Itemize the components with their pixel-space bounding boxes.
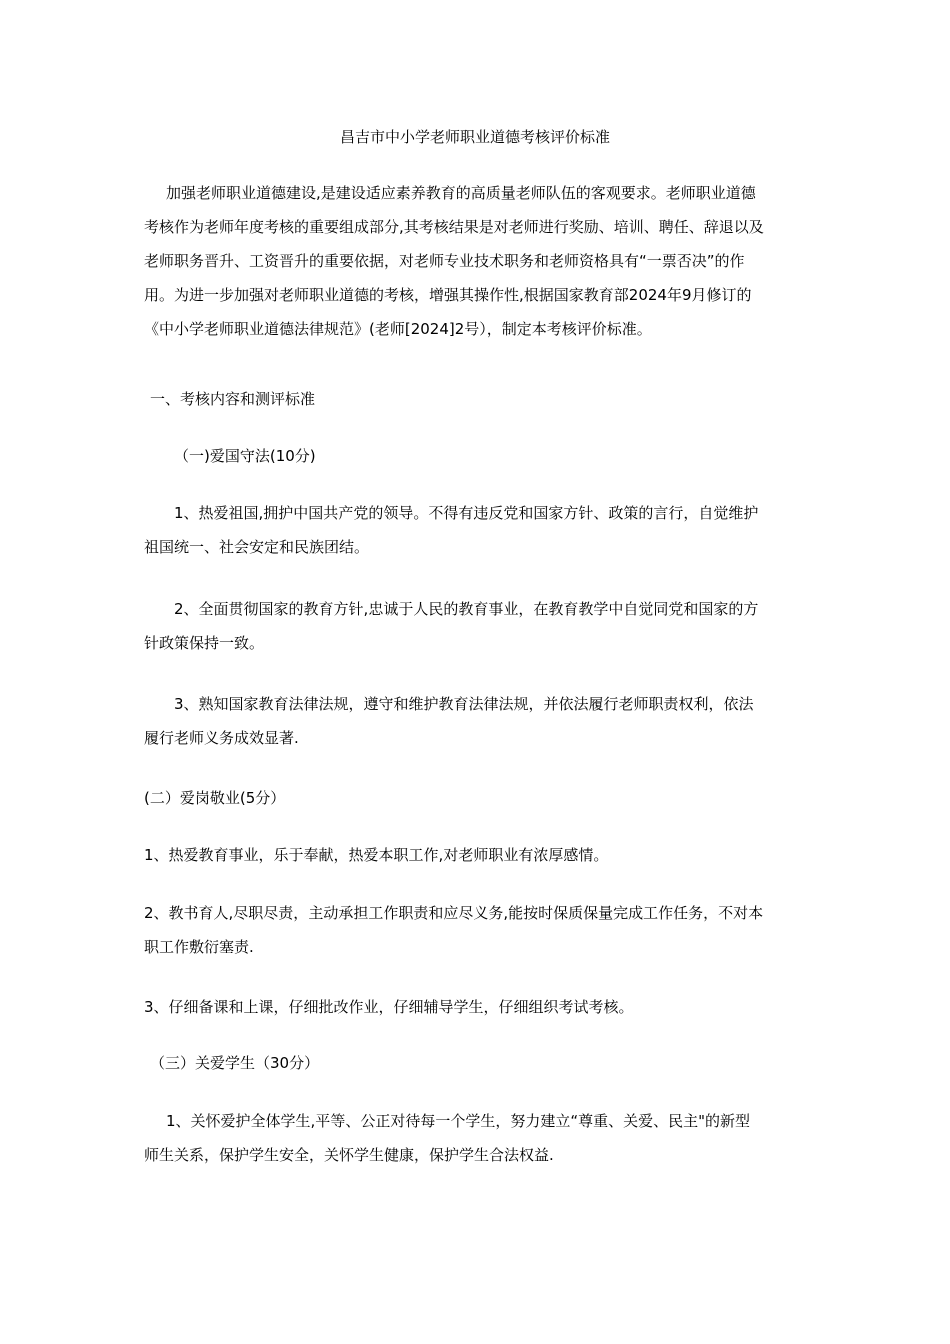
intro-line: 老师职务晋升、工资晋升的重要依据，对老师专业技术职务和老师资格具有“一票否决”的作: [144, 252, 745, 270]
list-item-line: 3、仔细备课和上课，仔细批改作业，仔细辅导学生，仔细组织考试考核。: [144, 998, 634, 1016]
intro-paragraph: [144, 176, 806, 346]
subsection-heading: [144, 781, 806, 815]
list-item: [144, 896, 806, 964]
subsection-heading-text: （三）关爱学生（30分）: [150, 1054, 320, 1072]
list-item-line: 履行老师义务成效显著.: [144, 729, 299, 747]
intro-line: 用。为进一步加强对老师职业道德的考核，增强其操作性,根据国家教育部2024年9月修订的: [144, 286, 752, 304]
list-item: [144, 496, 806, 564]
subsection-heading-text: (二）爱岗敬业(5分）: [144, 789, 286, 807]
list-item: [144, 1104, 806, 1172]
intro-line: 加强老师职业道德建设,是建设适应素养教育的高质量老师队伍的客观要求。老师职业道德: [166, 184, 756, 202]
subsection-heading-text: （一)爱国守法(10分): [174, 447, 316, 465]
intro-line: 《中小学老师职业道德法律规范》(老师[2024]2号），制定本考核评价标准。: [144, 320, 652, 338]
list-item: [144, 990, 806, 1024]
list-item-line: 职工作敷衍塞责.: [144, 938, 254, 956]
subsection-heading: [144, 1046, 806, 1080]
document-title: 昌吉市中小学老师职业道德考核评价标准: [339, 128, 610, 146]
list-item-line: 针政策保持一致。: [144, 634, 265, 652]
section-heading: [144, 382, 806, 416]
subsection-heading: [144, 439, 806, 473]
section-heading-text: 一、考核内容和测评标准: [150, 390, 316, 408]
list-item-line: 1、关怀爱护全体学生,平等、公正对待每一个学生，努力建立“尊重、关爱、民主"的新型: [166, 1112, 750, 1130]
list-item-line: 2、教书育人,尽职尽责，主动承担工作职责和应尽义务,能按时保质保量完成工作任务，不对本: [144, 904, 764, 922]
list-item-line: 师生关系，保护学生安全，关怀学生健康，保护学生合法权益.: [144, 1146, 554, 1164]
list-item: [144, 687, 806, 755]
list-item-line: 2、全面贯彻国家的教育方针,忠诚于人民的教育事业，在教育教学中自觉同党和国家的方: [174, 600, 759, 618]
intro-line: 考核作为老师年度考核的重要组成部分,其考核结果是对老师进行奖励、培训、聘任、辞退以及: [144, 218, 764, 236]
list-item-line: 1、热爱教育事业，乐于奉献，热爱本职工作,对老师职业有浓厚感情。: [144, 846, 609, 864]
list-item: [144, 838, 806, 872]
list-item-line: 1、热爱祖国,拥护中国共产党的领导。不得有违反党和国家方针、政策的言行，自觉维护: [174, 504, 759, 522]
list-item-line: 3、熟知国家教育法律法规，遵守和维护教育法律法规，并依法履行老师职责权利，依法: [174, 695, 754, 713]
list-item-line: 祖国统一、社会安定和民族团结。: [144, 538, 370, 556]
list-item: [144, 592, 806, 660]
